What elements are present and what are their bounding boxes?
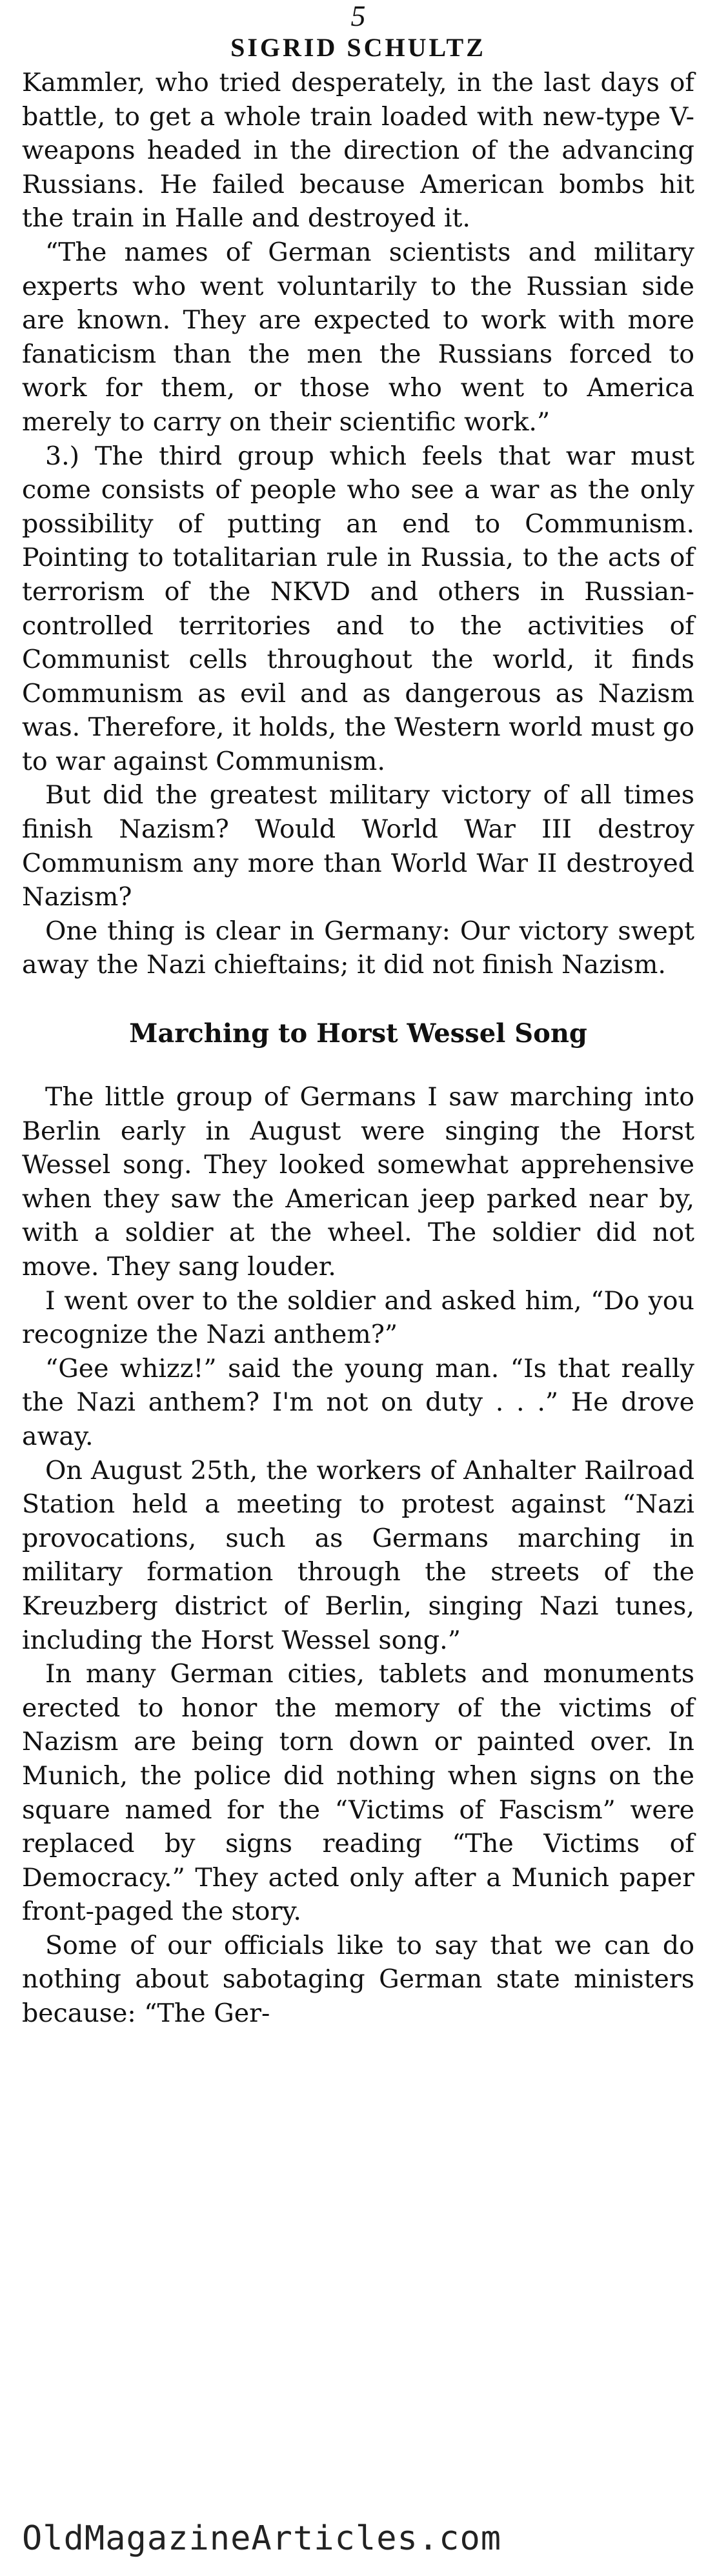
paragraph: “Gee whizz!” said the young man. “Is that really the Nazi anthem? I'm not on duty . . .” He drove away. (22, 1353, 694, 1451)
paragraph: On August 25th, the workers of Anhalter Railroad Station held a meeting to protest against “Nazi provocations, such as Germans marching in military formation through the streets of the Kreuzberg district of Berlin, singing Nazi tunes, including the Horst Wessel song.” (22, 1455, 694, 1655)
paragraph: One thing is clear in Germany: Our victory swept away the Nazi chieftains; it did not finish Nazism. (22, 916, 694, 980)
page-number: 5 (350, 0, 366, 32)
paragraph: I went over to the soldier and asked him, “Do you recognize the Nazi anthem?” (22, 1285, 694, 1350)
paragraph: The little group of Germans I saw marching into Berlin early in August were singing the Horst Wessel song. They looked somewhat apprehensive when they saw the American jeep parked near by, with a soldier at the wheel. The soldier did not move. They sang louder. (22, 1082, 694, 1282)
paragraph: In many German cities, tablets and monuments erected to honor the memory of the victims of Nazism are being torn down or painted over. In Munich, the police did nothing when signs on the square named for the “Victims of Fascism” were replaced by signs reading “The Victims of Democracy.” They acted only after a Munich paper front-paged the story. (22, 1659, 694, 1927)
paragraph: “The names of German scientists and military experts who went voluntarily to the Russian side are known. They are expected to work with more fanaticism than the men the Russians forced to work for them, or those who went to America merely to carry on their scientific work.” (22, 237, 694, 437)
paragraph: But did the greatest military victory of all times finish Nazism? Would World War III destroy Communism any more than World War II destroyed Nazism? (22, 780, 694, 912)
article-page (22, 0, 694, 2031)
site-footer-watermark: OldMagazineArticles.com (22, 2519, 502, 2558)
paragraph: Kammler, who tried desperately, in the last days of battle, to get a whole train loaded with new-type V-weapons headed in the direction of the advancing Russians. He failed because American bombs hit the train in Halle and destroyed it. (22, 68, 694, 234)
paragraph: Some of our officials like to say that we can do nothing about sabotaging German state ministers because: “The Ger- (22, 1930, 694, 2029)
article-body-section-2 (22, 1080, 694, 2031)
article-body-section-1 (22, 66, 694, 982)
byline: SIGRID SCHULTZ (230, 33, 486, 62)
paragraph: 3.) The third group which feels that war must come consists of people who see a war as the only possibility of putting an end to Communism. Pointing to totalitarian rule in Russia, to the acts of terrorism of the NKVD and others in Russian-controlled territories and to the activities of Communist cells throughout the world, it finds Communism as evil and as dangerous as Nazism was. Therefore, it holds, the Western world must go to war against Communism. (22, 441, 694, 776)
section-subhead: Marching to Horst Wessel Song (129, 1018, 587, 1049)
